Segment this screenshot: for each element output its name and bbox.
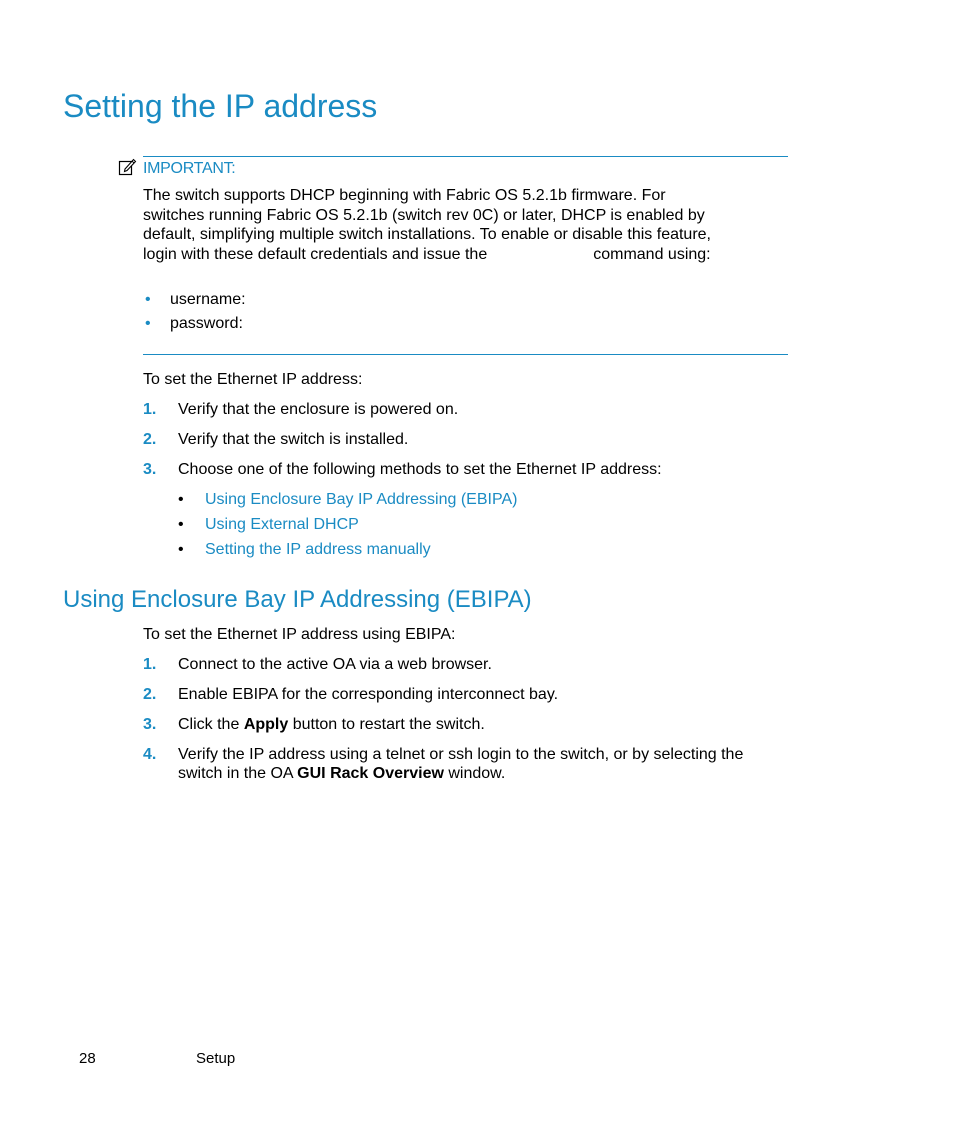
credential-bullet-password (145, 314, 243, 334)
important-top-rule (143, 156, 788, 157)
section-intro: To set the Ethernet IP address using EBIPA: (143, 626, 456, 643)
bullet-dot: • (178, 491, 184, 508)
step-text: Connect to the active OA via a web browser. (178, 656, 492, 673)
step-text: Verify that the switch is installed. (178, 431, 409, 448)
note-pencil-icon (118, 157, 137, 176)
step-number: 4. (143, 746, 157, 763)
important-line: default, simplifying multiple switch installations. To enable or disable this feature, (143, 226, 711, 243)
important-paragraph (143, 186, 763, 264)
bullet-dot: • (145, 291, 151, 308)
bullet-dot: • (178, 516, 184, 533)
bullet-dot: • (145, 315, 151, 332)
page-title: Setting the IP address (63, 88, 378, 124)
method-link-manual[interactable]: Setting the IP address manually (205, 541, 431, 558)
important-line (143, 245, 763, 265)
method-item (178, 540, 431, 560)
step-text-pre: switch in the OA (178, 765, 293, 782)
step-number: 3. (143, 461, 157, 478)
section-heading: Using Enclosure Bay IP Addressing (EBIPA) (63, 586, 532, 613)
credential-bullet-username (145, 290, 246, 310)
important-label: IMPORTANT: (143, 160, 236, 177)
credential-label: password: (170, 315, 243, 332)
step-number: 1. (143, 656, 157, 673)
gui-rack-overview-label: GUI Rack Overview (297, 765, 444, 782)
step-text-continued (178, 764, 505, 784)
bullet-dot: • (178, 541, 184, 558)
step-text-post: window. (448, 765, 506, 782)
important-line-before: login with these default credentials and issue the (143, 245, 488, 263)
method-item (178, 490, 517, 510)
page-number: 28 (79, 1050, 96, 1067)
credential-label: username: (170, 291, 246, 308)
method-link-external-dhcp[interactable]: Using External DHCP (205, 516, 359, 533)
step-number: 2. (143, 686, 157, 703)
method-item (178, 515, 359, 535)
footer-section: Setup (196, 1050, 236, 1067)
step-number: 3. (143, 716, 157, 733)
method-link-ebipa[interactable]: Using Enclosure Bay IP Addressing (EBIPA) (205, 491, 518, 508)
step-text: Choose one of the following methods to set the Ethernet IP address: (178, 461, 662, 478)
important-line: switches running Fabric OS 5.2.1b (switch rev 0C) or later, DHCP is enabled by (143, 206, 705, 224)
step-number: 2. (143, 431, 157, 448)
step-number: 1. (143, 401, 157, 418)
procedure-intro: To set the Ethernet IP address: (143, 371, 363, 388)
step-text: Enable EBIPA for the corresponding interconnect bay. (178, 686, 559, 703)
apply-button-label: Apply (243, 716, 289, 733)
important-line: The switch supports DHCP beginning with Fabric OS 5.2.1b firmware. For (143, 187, 666, 204)
step-text: Verify that the enclosure is powered on. (178, 401, 459, 418)
step-text: Verify the IP address using a telnet or ssh login to the switch, or by selecting the (178, 746, 744, 763)
step-text (178, 715, 485, 735)
step-text-pre: Click the (178, 716, 240, 733)
step-text-post: button to restart the switch. (292, 716, 485, 733)
important-bottom-rule (143, 354, 788, 355)
important-line-after: command using: (593, 245, 711, 263)
